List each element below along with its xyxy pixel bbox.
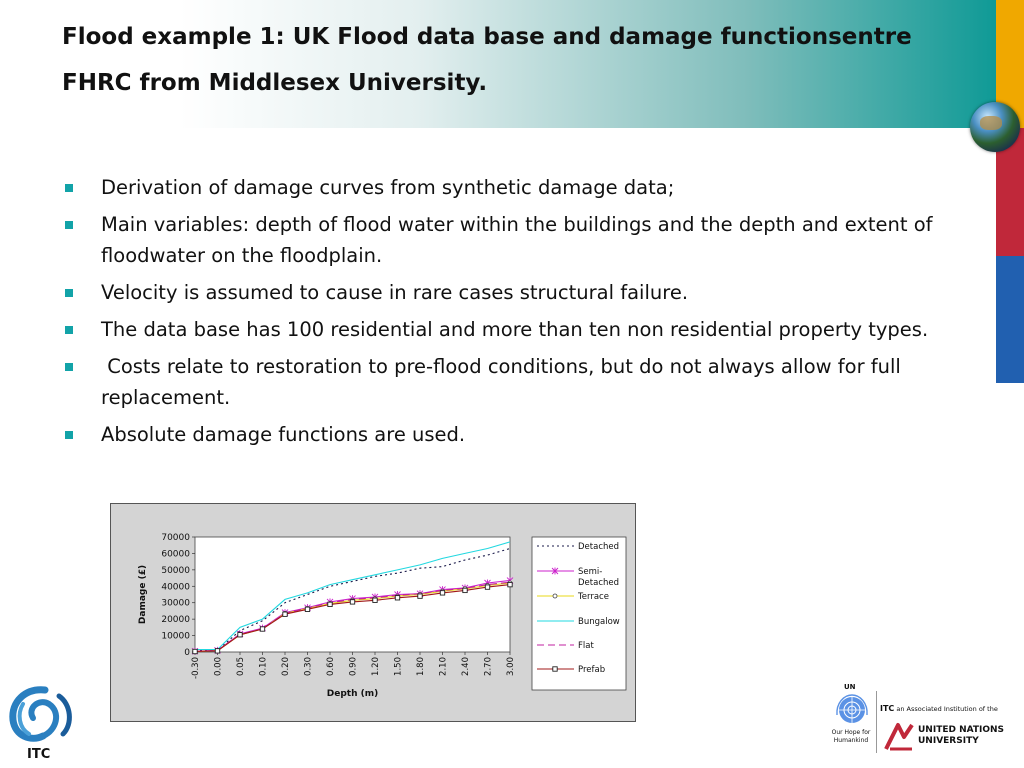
x-tick-label: 0.20 bbox=[281, 657, 291, 676]
damage-chart-svg bbox=[111, 504, 635, 721]
page-title: Flood example 1: UK Flood data base and damage functionsentre FHRC from Middlesex University. bbox=[62, 24, 912, 96]
y-tick-label: 60000 bbox=[161, 549, 190, 560]
y-tick-label: 30000 bbox=[161, 598, 190, 609]
bullet-item bbox=[62, 351, 942, 413]
data-point bbox=[440, 591, 444, 595]
bullet-text: Main variables: depth of flood water within the buildings and the depth and extent of floodwater on the floodplain. bbox=[101, 213, 933, 267]
x-tick-label: 0.30 bbox=[303, 657, 314, 676]
un-emblem-icon bbox=[834, 693, 870, 727]
data-point bbox=[350, 600, 354, 604]
data-point bbox=[485, 585, 489, 589]
unu-name-line1: UNITED NATIONS bbox=[918, 725, 1005, 735]
data-point bbox=[508, 582, 512, 586]
bullet-marker-icon bbox=[65, 221, 73, 229]
y-tick-label: 40000 bbox=[161, 582, 190, 593]
y-tick-label: 70000 bbox=[161, 533, 190, 543]
legend-label: Detached bbox=[578, 542, 620, 552]
itc-associated-text bbox=[880, 704, 998, 713]
x-tick-label: 0.90 bbox=[348, 657, 359, 676]
legend-label: Flat bbox=[578, 641, 594, 651]
x-axis-label: Depth (m) bbox=[326, 689, 379, 699]
damage-chart bbox=[110, 503, 636, 722]
x-tick-label: 2.40 bbox=[461, 657, 471, 676]
un-label: UN bbox=[844, 683, 856, 691]
legend-label: Prefab bbox=[578, 665, 606, 675]
data-point bbox=[373, 598, 377, 602]
bullet-marker-icon bbox=[65, 289, 73, 297]
x-tick-label: 0.10 bbox=[258, 657, 269, 676]
data-point bbox=[395, 596, 399, 600]
bullet-marker-icon bbox=[65, 326, 73, 334]
data-point bbox=[260, 627, 264, 631]
bullet-item bbox=[62, 419, 942, 450]
data-point bbox=[328, 602, 332, 606]
data-point bbox=[305, 607, 309, 611]
legend-label: Terrace bbox=[578, 592, 609, 602]
bullet-text: Derivation of damage curves from synthetic damage data; bbox=[101, 176, 675, 199]
bullet-item bbox=[62, 209, 942, 271]
y-tick-label: 50000 bbox=[161, 565, 190, 576]
legend-label: Bungalow bbox=[578, 617, 620, 627]
data-point bbox=[238, 633, 242, 637]
unu-name-line2: UNIVERSITY bbox=[918, 736, 979, 746]
logo-divider bbox=[876, 691, 877, 753]
itc-logo-text: ITC bbox=[27, 747, 51, 762]
x-tick-label: 0.60 bbox=[326, 657, 336, 676]
x-tick-label: 3.00 bbox=[506, 657, 516, 676]
x-tick-label: 1.50 bbox=[393, 657, 404, 676]
bullet-list bbox=[62, 172, 942, 456]
bullet-marker-icon bbox=[65, 431, 73, 439]
x-tick-label: 0.05 bbox=[236, 657, 246, 676]
y-tick-label: 20000 bbox=[161, 615, 190, 626]
legend-label: Semi-Detached bbox=[578, 567, 620, 588]
bullet-item bbox=[62, 172, 942, 203]
unu-name bbox=[918, 725, 1004, 747]
x-tick-label: -0.30 bbox=[191, 657, 201, 679]
itc-tagline: an Associated Institution of the bbox=[896, 705, 998, 713]
x-tick-label: 1.80 bbox=[416, 657, 426, 676]
accent-stripe-blue bbox=[996, 256, 1024, 383]
itc-logo bbox=[5, 682, 80, 762]
un-motto: Our Hope for Humankind bbox=[831, 729, 871, 744]
bullet-marker-icon bbox=[65, 184, 73, 192]
globe-icon bbox=[970, 102, 1020, 152]
data-point bbox=[418, 594, 422, 598]
y-axis-label: Damage (£) bbox=[138, 564, 148, 625]
un-university-logo bbox=[826, 681, 1016, 761]
bullet-item bbox=[62, 277, 942, 308]
x-tick-label: 1.20 bbox=[371, 657, 381, 676]
bullet-marker-icon bbox=[65, 363, 73, 371]
data-point bbox=[283, 612, 287, 616]
unu-emblem-icon bbox=[882, 719, 916, 753]
legend-marker bbox=[553, 667, 557, 671]
x-tick-label: 2.10 bbox=[438, 657, 449, 676]
y-tick-label: 0 bbox=[184, 648, 190, 658]
bullet-text: Absolute damage functions are used. bbox=[101, 423, 466, 446]
x-tick-label: 0.00 bbox=[213, 657, 224, 676]
bullet-text: The data base has 100 residential and more than ten non residential property types. bbox=[101, 318, 929, 341]
data-point bbox=[215, 649, 219, 653]
bullet-item bbox=[62, 314, 942, 345]
bullet-text: Costs relate to restoration to pre-flood conditions, but do not always allow for full replacement. bbox=[101, 355, 908, 409]
data-point bbox=[463, 588, 467, 592]
bullet-text: Velocity is assumed to cause in rare cases structural failure. bbox=[101, 281, 689, 304]
legend-marker bbox=[553, 594, 557, 598]
data-point bbox=[193, 649, 197, 653]
itc-small-label: ITC bbox=[880, 704, 895, 713]
y-tick-label: 10000 bbox=[161, 631, 190, 642]
x-tick-label: 2.70 bbox=[483, 657, 494, 676]
